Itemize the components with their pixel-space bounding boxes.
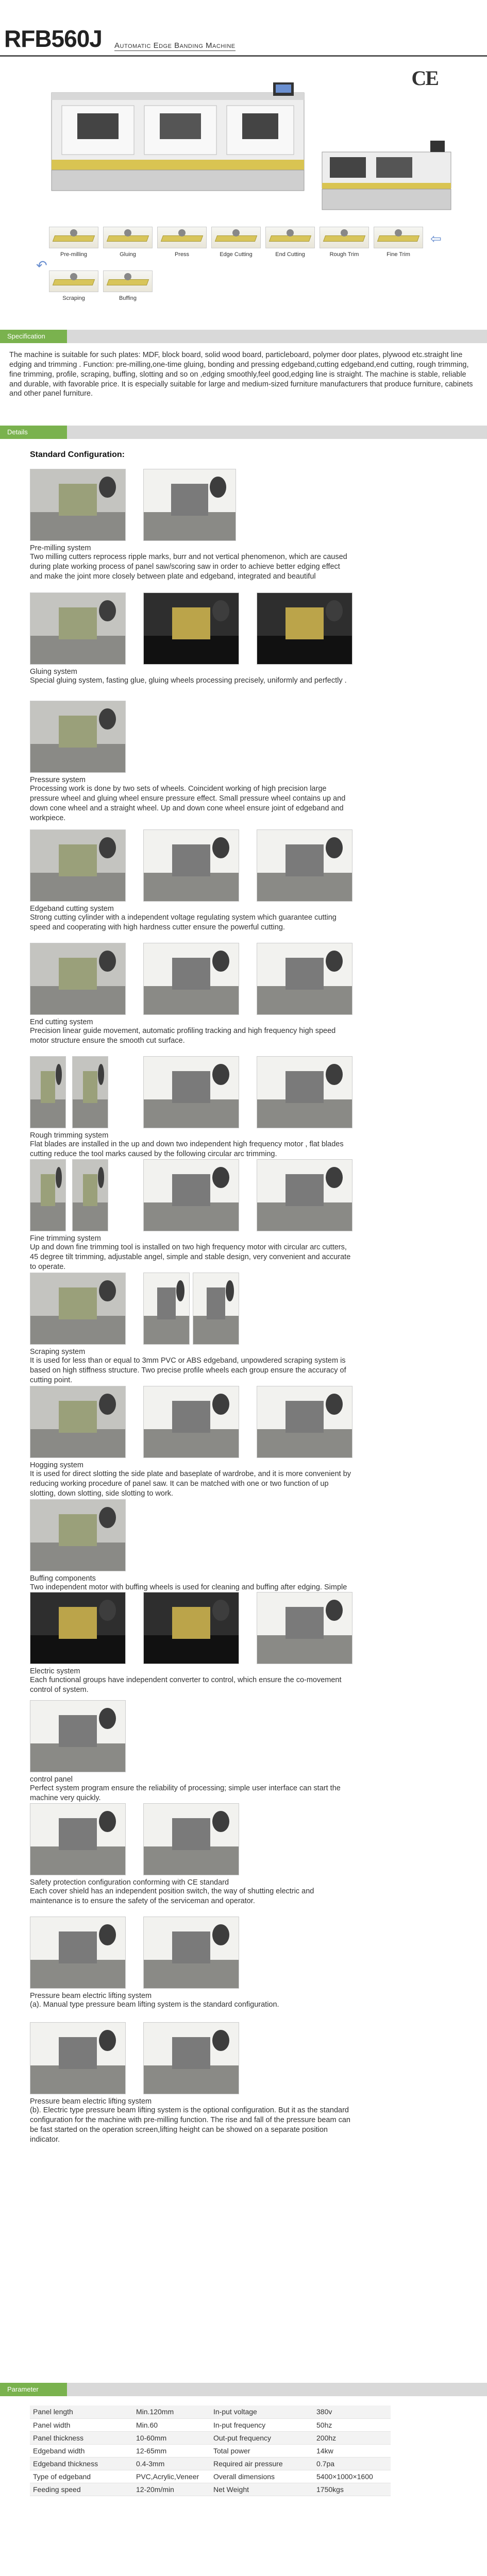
detail-photo (257, 1592, 352, 1664)
detail-photo (143, 469, 236, 541)
config-item (30, 1499, 355, 1602)
detail-photo (257, 592, 352, 665)
control-panel-photo (30, 1700, 126, 1772)
step-label: Pre-milling (60, 251, 87, 258)
item-description: It is used for direct slotting the side plate and baseplate of wardrobe, and it is more convenient by reducing working procedure of panel saw. It can be matched with one or two function of up slotting, down slotting, side slotting to work. (30, 1470, 351, 1498)
param-name: Required air pressure (210, 2457, 313, 2470)
param-name: Out-put frequency (210, 2431, 313, 2444)
detail-photo (257, 1386, 352, 1458)
arrow-left-icon: ⇦ (430, 231, 442, 246)
config-item (30, 592, 355, 686)
detail-photo (30, 829, 126, 902)
param-value: 10-60mm (133, 2431, 210, 2444)
item-title: Scraping system (30, 1348, 86, 1356)
param-value: 12-20m/min (133, 2483, 210, 2496)
step-thumbnail (49, 227, 98, 248)
item-title: Safety protection configuration conforming with CE standard (30, 1878, 229, 1887)
process-steps (0, 227, 487, 330)
machine-side-image (320, 137, 454, 214)
item-title: Edgeband cutting system (30, 905, 114, 913)
step-card (103, 270, 153, 301)
parameter-section (0, 2396, 487, 2576)
item-title: End cutting system (30, 1018, 93, 1026)
parameter-tab: Parameter (0, 2383, 67, 2396)
detail-photo (30, 1917, 126, 1989)
table-row (30, 2470, 391, 2483)
detail-photo (143, 1803, 239, 1875)
details-bar (0, 426, 487, 439)
model-subtitle: Automatic Edge Banding Machine (114, 41, 236, 50)
details-section (0, 439, 487, 2383)
detail-photo (30, 1803, 126, 1875)
detail-photo (143, 1592, 239, 1664)
param-value: Min.120mm (133, 2405, 210, 2418)
param-name: Total power (210, 2444, 313, 2457)
step-card (320, 227, 369, 258)
parameter-bar (0, 2383, 487, 2396)
item-title: Pre-milling system (30, 544, 91, 552)
detail-photo (143, 1273, 190, 1345)
detail-photo (257, 943, 352, 1015)
param-value: 200hz (313, 2431, 391, 2444)
step-label: Rough Trim (329, 251, 359, 258)
step-card (265, 227, 315, 258)
standard-configuration-heading: Standard Configuration: (30, 450, 125, 459)
detail-photo (143, 592, 239, 665)
specification-bar (0, 330, 487, 343)
item-description: Each functional groups have independent converter to control, which ensure the co-movement control of system. (30, 1676, 342, 1694)
detail-photo (30, 1273, 126, 1345)
param-name: In-put frequency (210, 2418, 313, 2431)
parameter-table (30, 2405, 391, 2496)
param-value: 14kw (313, 2444, 391, 2457)
param-name: Feeding speed (30, 2483, 133, 2496)
param-name: Net Weight (210, 2483, 313, 2496)
table-row (30, 2444, 391, 2457)
detail-photo (30, 469, 126, 541)
step-thumbnail (265, 227, 315, 248)
detail-photo (30, 1386, 126, 1458)
config-item (30, 829, 355, 933)
config-item (30, 1803, 355, 1906)
detail-photo (72, 1159, 108, 1231)
step-thumbnail (374, 227, 423, 248)
detail-photo (257, 1159, 352, 1231)
table-row (30, 2431, 391, 2444)
detail-photo (143, 829, 239, 902)
item-title: Fine trimming system (30, 1234, 101, 1243)
item-title: Electric system (30, 1667, 80, 1675)
page-header (0, 0, 487, 57)
specification-text: The machine is suitable for such plates: MDF, block board, solid wood board, particleboard, polymer door plates, plywood etc.straight line edging and trimming . Function: pre-milling,one-time gluing, bonding and pressing edgeband,cutting edgeband,end cutting, rough trimming, fine trimming, profile, scraping, buffing, slotting and so on ,edging smoothly,feel good,edging line is straight. The machine is stable, reliable and durable, with favorable price. It is especially suitable for large and medium-sized furniture manufacturers that produce furniture, cabinets and other panel furniture. (9, 351, 473, 398)
specification-tab: Specification (0, 330, 67, 343)
step-card (103, 227, 153, 258)
step-card (49, 227, 98, 258)
item-description: Up and down fine trimming tool is installed on two high frequency motor with circular arc cutters, 45 degree tilt trimming, adjustable angel, simple and stable design, very convenient and accurate to operate. (30, 1243, 351, 1271)
item-description: Two independent motor with buffing wheels is used for cleaning and buffing after edging. Simple (30, 1583, 347, 1591)
step-label: Buffing (119, 295, 137, 301)
step-thumbnail (157, 227, 207, 248)
param-name: Overall dimensions (210, 2470, 313, 2483)
table-row (30, 2405, 391, 2418)
param-value: 5400×1000×1600 (313, 2470, 391, 2483)
step-card (157, 227, 207, 258)
table-row (30, 2483, 391, 2496)
step-thumbnail (49, 270, 98, 292)
detail-photo (30, 592, 126, 665)
item-title: Pressure system (30, 776, 86, 784)
item-description: It is used for less than or equal to 3mm PVC or ABS edgeband, unpowdered scraping system is based on high stiffness structure. Two precise profile wheels each group ensure the accuracy of cutting point. (30, 1357, 346, 1384)
item-title: Gluing system (30, 668, 77, 676)
param-value: Min.60 (133, 2418, 210, 2431)
detail-photo (30, 701, 126, 773)
config-item (30, 1592, 355, 1695)
step-label: End Cutting (275, 251, 305, 258)
item-title: Hogging system (30, 1461, 83, 1469)
detail-photo (30, 1159, 66, 1231)
param-name: Panel width (30, 2418, 133, 2431)
step-card (211, 227, 261, 258)
step-thumbnail (103, 227, 153, 248)
param-value: 0.7pa (313, 2457, 391, 2470)
item-description: Strong cutting cylinder with a independent voltage regulating system which guarantee cutting speed and cooperating with high hardness cutter ensure the powerful cutting. (30, 913, 337, 931)
config-item (30, 1917, 355, 2010)
item-description: Processing work is done by two sets of wheels. Coincident working of high precision large pressure wheel and gluing wheel ensure pressure effect. Small pressure wheel contains up and down cone wheel and a straight wheel. Up and down cone wheel ensure joint of edgeband and workpiece. (30, 785, 346, 822)
config-item (30, 1056, 355, 1159)
ce-mark: CE (411, 66, 438, 90)
step-label: Fine Trim (387, 251, 410, 258)
config-item (30, 469, 355, 582)
item-description: Perfect system program ensure the reliability of processing; simple user interface can start the machine very quickly. (30, 1784, 341, 1802)
item-title: Rough trimming system (30, 1131, 109, 1140)
param-value: 50hz (313, 2418, 391, 2431)
hero-section (0, 57, 487, 227)
item-description: Precision linear guide movement, automatic profiling tracking and high frequency high speed motor structure ensure the smooth cut surface. (30, 1027, 336, 1045)
param-name: Type of edgeband (30, 2470, 133, 2483)
param-value: 0.4-3mm (133, 2457, 210, 2470)
item-description: Flat blades are installed in the up and down two independent high frequency motor , flat blades cutting reduce the tool marks caused by the following circular arc trimming. (30, 1140, 344, 1158)
detail-photo (30, 2022, 126, 2094)
step-thumbnail (103, 270, 153, 292)
detail-photo (143, 1056, 239, 1128)
detail-photo (30, 1056, 66, 1128)
item-description: Two milling cutters reprocess ripple marks, burr and not vertical phenomenon, which are caused during plate working process of panel saw/scoring saw in order to achieve better edging effect and make the joint more closely between plate and edgeband, integrated and beautiful (30, 553, 347, 581)
model-name: RFB560J (4, 25, 102, 52)
details-tab: Details (0, 426, 67, 439)
arrow-curve-icon: ↶ (36, 258, 47, 273)
param-value: 380v (313, 2405, 391, 2418)
item-title: Buffing components (30, 1574, 96, 1583)
param-name: Panel length (30, 2405, 133, 2418)
detail-photo (143, 1917, 239, 1989)
step-label: Edge Cutting (220, 251, 253, 258)
item-description: Special gluing system, fasting glue, gluing wheels processing precisely, uniformly and perfectly . (30, 676, 347, 685)
config-item (30, 1386, 355, 1499)
detail-photo (143, 2022, 239, 2094)
detail-photo (257, 1056, 352, 1128)
config-item (30, 2022, 355, 2144)
step-card (49, 270, 98, 301)
item-title: Pressure beam electric lifting system (30, 1992, 152, 2000)
step-card (374, 227, 423, 258)
config-item (30, 1159, 355, 1272)
config-item (30, 701, 355, 823)
param-name: Panel thickness (30, 2431, 133, 2444)
detail-photo (143, 1159, 239, 1231)
detail-photo (257, 829, 352, 902)
config-item (30, 943, 355, 1046)
param-value: 12-65mm (133, 2444, 210, 2457)
detail-photo (143, 1386, 239, 1458)
table-row (30, 2418, 391, 2431)
param-name: Edgeband thickness (30, 2457, 133, 2470)
detail-photo (30, 943, 126, 1015)
step-label: Gluing (120, 251, 136, 258)
machine-main-image (46, 82, 309, 201)
table-row (30, 2457, 391, 2470)
param-name: In-put voltage (210, 2405, 313, 2418)
step-thumbnail (211, 227, 261, 248)
step-label: Scraping (62, 295, 85, 301)
param-value: 1750kgs (313, 2483, 391, 2496)
item-title: control panel (30, 1775, 73, 1784)
param-value: PVC,Acrylic,Veneer (133, 2470, 210, 2483)
config-item (30, 1273, 355, 1385)
item-title: Pressure beam electric lifting system (30, 2097, 152, 2106)
item-description: (a). Manual type pressure beam lifting system is the standard configuration. (30, 2001, 279, 2009)
item-description: (b). Electric type pressure beam lifting system is the optional configuration. But it as the standard configuration for the machine with pre-milling function. The rise and fall of the pressure beam can be fast started on the operation screen,lifting height can be showed on a separate position indicator. (30, 2106, 350, 2144)
step-label: Press (174, 251, 190, 258)
item-description: Each cover shield has an independent position switch, the way of shutting electric and maintenance is to ensure the safety of the serviceman and operator. (30, 1887, 314, 1905)
step-thumbnail (320, 227, 369, 248)
config-item (30, 1700, 355, 1803)
param-name: Edgeband width (30, 2444, 133, 2457)
detail-photo (30, 1499, 126, 1571)
detail-photo (30, 1592, 126, 1664)
detail-photo (193, 1273, 239, 1345)
detail-photo (143, 943, 239, 1015)
detail-photo (72, 1056, 108, 1128)
